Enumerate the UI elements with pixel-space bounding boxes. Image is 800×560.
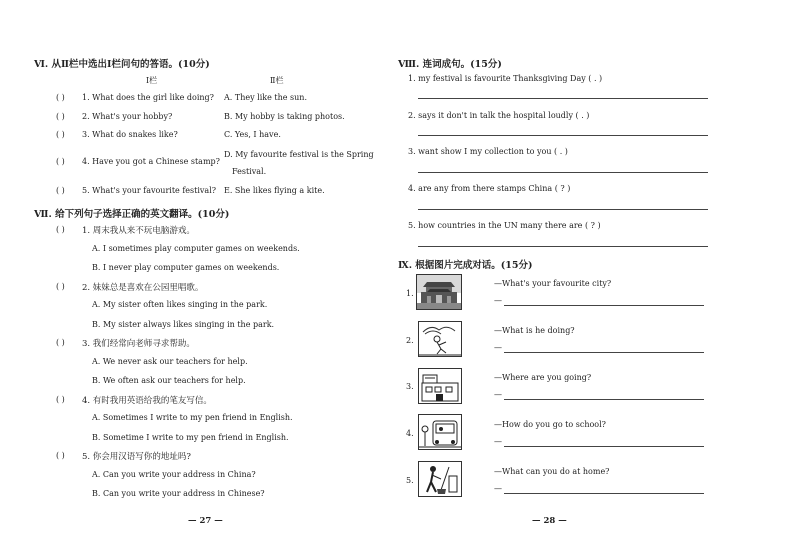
option-a: A. My sister often likes singing in the park. (92, 300, 268, 309)
dialogue-question-3: —Where are you going? (494, 373, 592, 382)
option-b: B. Can you write your address in Chinese? (92, 489, 265, 498)
answer-line[interactable] (504, 493, 704, 494)
tiananmen-picture (416, 274, 462, 310)
dialogue-answer-dash: — (494, 343, 502, 352)
question-4: 4. Have you got a Chinese stamp? (82, 157, 220, 166)
option-b: B. We often ask our teachers for help. (92, 376, 246, 385)
translation-question-2: 2. 妹妹总是喜欢在公园里唱歌。 (82, 283, 204, 293)
bus-stop-picture (418, 414, 462, 450)
scramble-4: 4. are any from there stamps China ( ? ) (408, 184, 571, 193)
question-2: 2. What's your hobby? (82, 112, 173, 121)
translation-question-3: 3. 我们经常向老师寻求帮助。 (82, 339, 195, 349)
translation-question-4: 4. 有时我用英语给我的笔友写信。 (82, 396, 212, 406)
scramble-1: 1. my festival is favourite Thanksgiving Day ( . ) (408, 74, 603, 83)
answer-blank[interactable]: ( ) (56, 186, 65, 195)
dialogue-answer-dash: — (494, 484, 502, 493)
scramble-3: 3. want show I my collection to you ( . ) (408, 147, 568, 156)
answer-d-continued: Festival. (232, 167, 267, 176)
question-5: 5. What's your favourite festival? (82, 186, 217, 195)
answer-blank[interactable]: ( ) (56, 395, 65, 404)
picture-number-2: 2. (406, 336, 414, 345)
dialogue-question-5: —What can you do at home? (494, 467, 610, 476)
section-6-title: Ⅵ. 从Ⅱ栏中选出Ⅰ栏问句的答语。(10分) (34, 59, 210, 70)
answer-line[interactable] (418, 246, 708, 247)
question-3: 3. What do snakes like? (82, 130, 178, 139)
answer-blank[interactable]: ( ) (56, 112, 65, 121)
answer-line[interactable] (418, 98, 708, 99)
answer-line[interactable] (418, 135, 708, 136)
picture-number-1: 1. (406, 289, 414, 298)
dialogue-question-1: —What's your favourite city? (494, 279, 612, 288)
section-9-title: Ⅸ. 根据图片完成对话。(15分) (398, 260, 533, 271)
section-7-title: Ⅶ. 给下列句子选择正确的英文翻译。(10分) (34, 209, 230, 220)
dialogue-answer-dash: — (494, 390, 502, 399)
answer-b: B. My hobby is taking photos. (224, 112, 345, 121)
section-8-title: Ⅷ. 连词成句。(15分) (398, 59, 502, 70)
answer-c: C. Yes, I have. (224, 130, 281, 139)
column-1-header: Ⅰ栏 (146, 76, 158, 85)
option-b: B. Sometime I write to my pen friend in English. (92, 433, 289, 442)
answer-blank[interactable]: ( ) (56, 93, 65, 102)
answer-line[interactable] (418, 209, 708, 210)
option-a: A. We never ask our teachers for help. (92, 357, 248, 366)
option-b: B. I never play computer games on weekends. (92, 263, 280, 272)
option-a: A. Can you write your address in China? (92, 470, 256, 479)
column-2-header: Ⅱ栏 (270, 76, 284, 85)
answer-blank[interactable]: ( ) (56, 225, 65, 234)
option-a: A. Sometimes I write to my pen friend in English. (92, 413, 293, 422)
answer-a: A. They like the sun. (224, 93, 307, 102)
scramble-5: 5. how countries in the UN many there are ( ? ) (408, 221, 601, 230)
answer-blank[interactable]: ( ) (56, 130, 65, 139)
option-b: B. My sister always likes singing in the park. (92, 320, 275, 329)
school-building-picture (418, 368, 462, 404)
answer-line[interactable] (418, 172, 708, 173)
question-1: 1. What does the girl like doing? (82, 93, 214, 102)
answer-blank[interactable]: ( ) (56, 157, 65, 166)
answer-blank[interactable]: ( ) (56, 338, 65, 347)
answer-blank[interactable]: ( ) (56, 451, 65, 460)
dialogue-answer-dash: — (494, 437, 502, 446)
dialogue-answer-dash: — (494, 296, 502, 305)
translation-question-5: 5. 你会用汉语写你的地址吗? (82, 452, 191, 462)
option-a: A. I sometimes play computer games on weekends. (92, 244, 300, 253)
boy-sweeping-picture (418, 461, 462, 497)
answer-line[interactable] (504, 446, 704, 447)
picture-number-3: 3. (406, 382, 414, 391)
answer-e: E. She likes flying a kite. (224, 186, 325, 195)
translation-question-1: 1. 周末我从来不玩电脑游戏。 (82, 226, 195, 236)
page-number-right: — 28 — (532, 516, 567, 526)
boy-playing-picture (418, 321, 462, 357)
answer-line[interactable] (504, 399, 704, 400)
picture-number-4: 4. (406, 429, 414, 438)
scramble-2: 2. says it don't in talk the hospital loudly ( . ) (408, 111, 590, 120)
dialogue-question-4: —How do you go to school? (494, 420, 606, 429)
answer-line[interactable] (504, 305, 704, 306)
dialogue-question-2: —What is he doing? (494, 326, 575, 335)
answer-line[interactable] (504, 352, 704, 353)
answer-d: D. My favourite festival is the Spring (224, 150, 374, 159)
answer-blank[interactable]: ( ) (56, 282, 65, 291)
page-number-left: — 27 — (188, 516, 223, 526)
picture-number-5: 5. (406, 476, 414, 485)
